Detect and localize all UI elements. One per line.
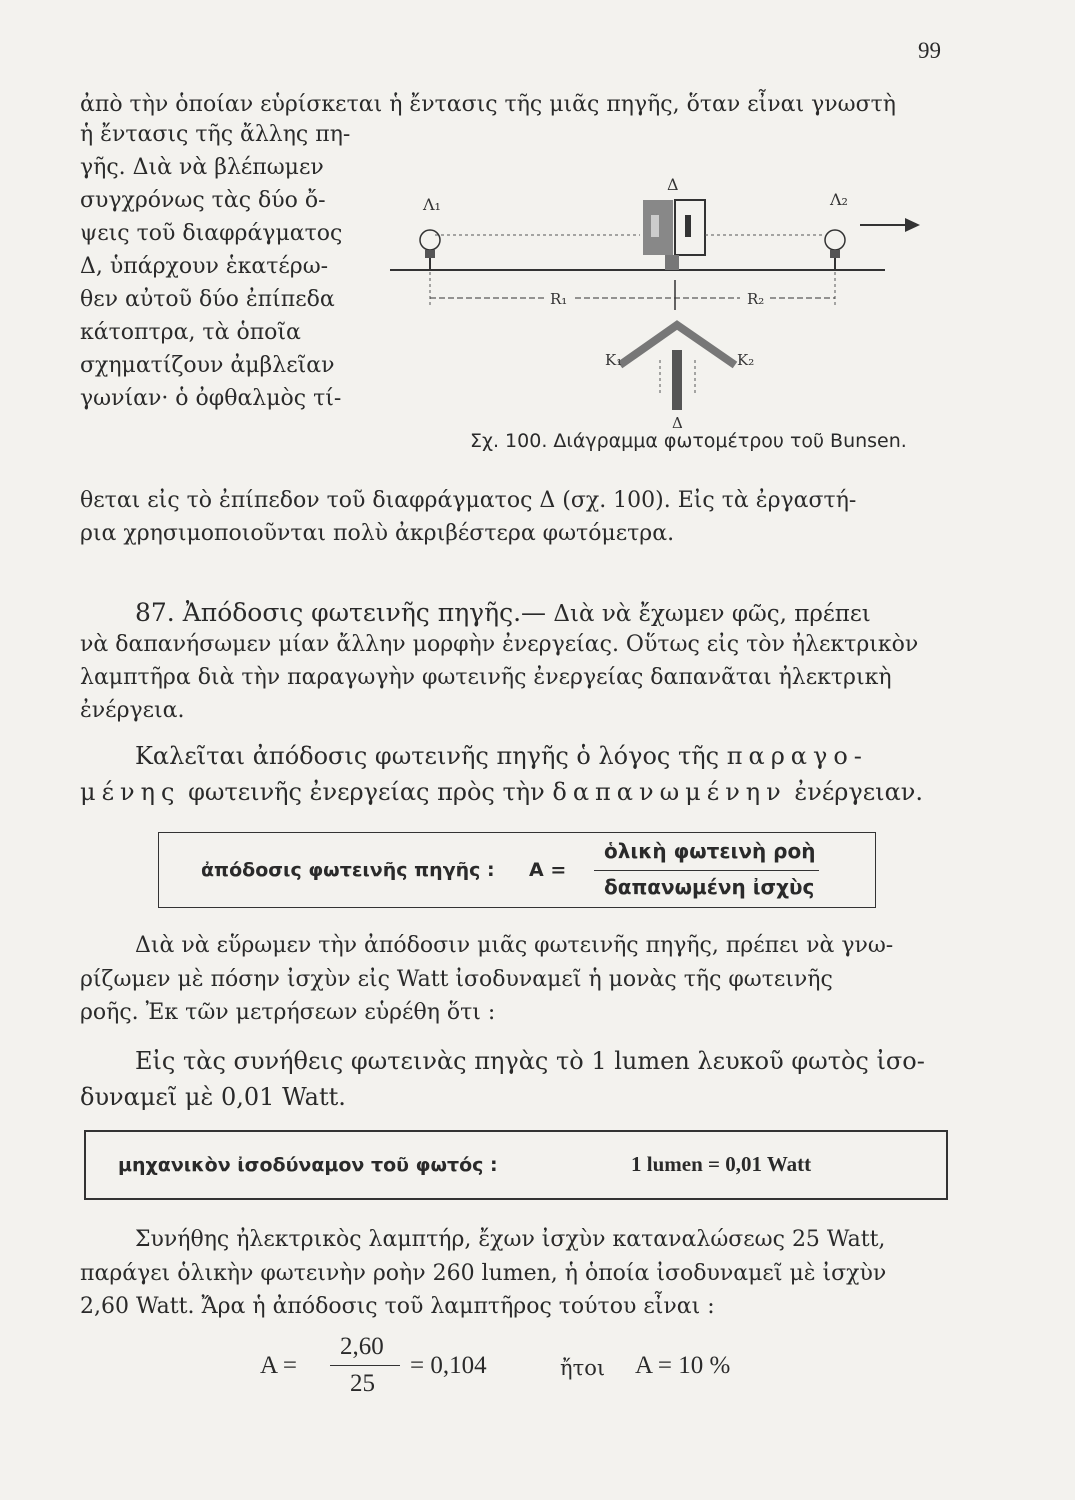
para3-line: δυναμεῖ μὲ 0,01 Watt. (80, 1083, 346, 1111)
para3-line: Εἰς τὰς συνήθεις φωτεινὰς πηγὰς τὸ 1 lumen λευκοῦ φωτὸς ἰσο- (135, 1047, 925, 1075)
formula-symbol: A = (529, 859, 567, 881)
arrow-right-icon (860, 218, 920, 232)
final-word: ἤτοι (560, 1356, 606, 1380)
intro-wrap-line: γωνίαν· ὁ ὀφθαλμὸς τί- (80, 386, 342, 411)
definition-line-2 (80, 778, 923, 806)
final-numerator: 2,60 (340, 1333, 384, 1360)
figure-caption: Σχ. 100. Διάγραμμα φωτομέτρου τοῦ Bunsen. (470, 430, 907, 452)
para2-line: Διὰ νὰ εὕρωμεν τὴν ἀπόδοσιν μιᾶς φωτεινῆς πηγῆς, πρέπει νὰ γνω- (135, 933, 894, 958)
screen-icon (643, 200, 705, 270)
definition-text: ἐνέργειαν. (786, 778, 924, 806)
final-denominator: 25 (350, 1370, 375, 1397)
intro-line-after-2: ρια χρησιμοποιοῦνται πολὺ ἀκριβέστερα φωτόμετρα. (80, 521, 675, 546)
intro-wrap-line: ψεις τοῦ διαφράγματος (80, 221, 343, 246)
final-lhs: A = (260, 1352, 298, 1379)
definition-text: Καλεῖται ἀπόδοσις φωτεινῆς πηγῆς ὁ λόγος τῆς (135, 742, 727, 770)
intro-wrap-line: θεν αὐτοῦ δύο ἐπίπεδα (80, 287, 335, 312)
formula-label: ἀπόδοσις φωτεινῆς πηγῆς : (201, 859, 495, 881)
label-r2: R₂ (747, 290, 765, 308)
definition-spaced-word: δαπανωμένην (552, 778, 787, 806)
intro-line-after-1: θεται εἰς τὸ ἐπίπεδον τοῦ διαφράγματος Δ (σχ. 100). Εἰς τὰ ἐργαστή- (80, 488, 857, 513)
final-result: = 0,104 (410, 1352, 487, 1379)
lamp-1-icon (420, 230, 440, 270)
fraction-bar (594, 870, 819, 871)
lamp-2-icon (825, 230, 845, 270)
section-87-heading: 87. Ἀπόδοσις φωτεινῆς πηγῆς.— (135, 598, 547, 627)
para4-line: Συνήθης ἠλεκτρικὸς λαμπτήρ, ἔχων ἰσχὺν καταναλώσεως 25 Watt, (135, 1227, 886, 1252)
intro-wrap-line: κάτοπτρα, τὰ ὁποῖα (80, 320, 301, 345)
bunsen-photometer-diagram (385, 160, 920, 460)
intro-wrap-line: Δ, ὑπάρχουν ἑκατέρω- (80, 254, 329, 279)
label-r1: R₁ (550, 290, 568, 308)
intro-line-1: ἀπὸ τὴν ὁποίαν εὑρίσκεται ἡ ἔντασις τῆς μιᾶς πηγῆς, ὅταν εἶναι γνωστὴ (80, 92, 896, 117)
efficiency-formula-box (158, 832, 876, 908)
label-lamp2: Λ₂ (830, 190, 848, 209)
para2-line: ροῆς. Ἐκ τῶν μετρήσεων εὑρέθη ὅτι : (80, 1000, 496, 1025)
equivalent-value: 1 lumen = 0,01 Watt (631, 1152, 812, 1176)
equivalent-label: μηχανικὸν ἰσοδύναμον τοῦ φωτός : (118, 1154, 498, 1176)
definition-spaced-word: παραγο- (726, 742, 868, 770)
section-87-line: ἐνέργεια. (80, 698, 185, 723)
section-87-line: λαμπτῆρα διὰ τὴν παραγωγὴν φωτεινῆς ἐνεργείας δαπανᾶται ἠλεκτρικὴ (80, 665, 892, 690)
label-lamp1: Λ₁ (423, 195, 441, 214)
intro-wrapped-text (80, 118, 380, 415)
para4-line: παράγει ὁλικὴν φωτεινὴν ροὴν 260 lumen, ἡ ὁποία ἰσοδυναμεῖ μὲ ἰσχὺν (80, 1261, 887, 1286)
formula-numerator: ὁλικὴ φωτεινὴ ροὴ (604, 839, 816, 863)
para2-line: ρίζωμεν μὲ πόσην ἰσχὺν εἰς Watt ἰσοδυναμεῖ ἡ μονὰς τῆς φωτεινῆς (80, 967, 833, 992)
mirrors-icon (620, 325, 735, 410)
final-percent: A = 10 % (635, 1352, 731, 1379)
mechanical-equivalent-box (84, 1130, 948, 1200)
definition-line-1 (135, 742, 868, 770)
intro-wrap-line: γῆς. Διὰ νὰ βλέπωμεν (80, 155, 324, 180)
intro-wrap-line: συγχρόνως τὰς δύο ὄ- (80, 188, 326, 213)
section-87-first-line (135, 598, 871, 627)
definition-spaced-word: μένης (80, 778, 181, 806)
label-screen-top: Δ (667, 175, 679, 194)
intro-wrap-line: σχηματίζουν ἀμβλεῖαν (80, 353, 335, 378)
label-screen-bottom: Δ (672, 414, 683, 432)
page-number: 99 (918, 38, 941, 63)
label-k2: K₂ (737, 351, 755, 369)
intro-wrap-line: ἡ ἔντασις τῆς ἄλλης πη- (80, 122, 351, 147)
final-fraction-bar (330, 1365, 400, 1366)
definition-text: φωτεινῆς ἐνεργείας πρὸς τὴν (180, 778, 553, 806)
label-k1: K₁ (605, 351, 623, 369)
section-87-line: νὰ δαπανήσωμεν μίαν ἄλλην μορφὴν ἐνεργείας. Οὕτως εἰς τὸν ἠλεκτρικὸν (80, 632, 919, 657)
formula-denominator: δαπανωμένη ἰσχὺς (604, 875, 815, 899)
section-87-line: Διὰ νὰ ἔχωμεν φῶς, πρέπει (553, 601, 871, 627)
para4-line: 2,60 Watt. Ἄρα ἡ ἀπόδοσις τοῦ λαμπτῆρος τούτου εἶναι : (80, 1294, 715, 1319)
